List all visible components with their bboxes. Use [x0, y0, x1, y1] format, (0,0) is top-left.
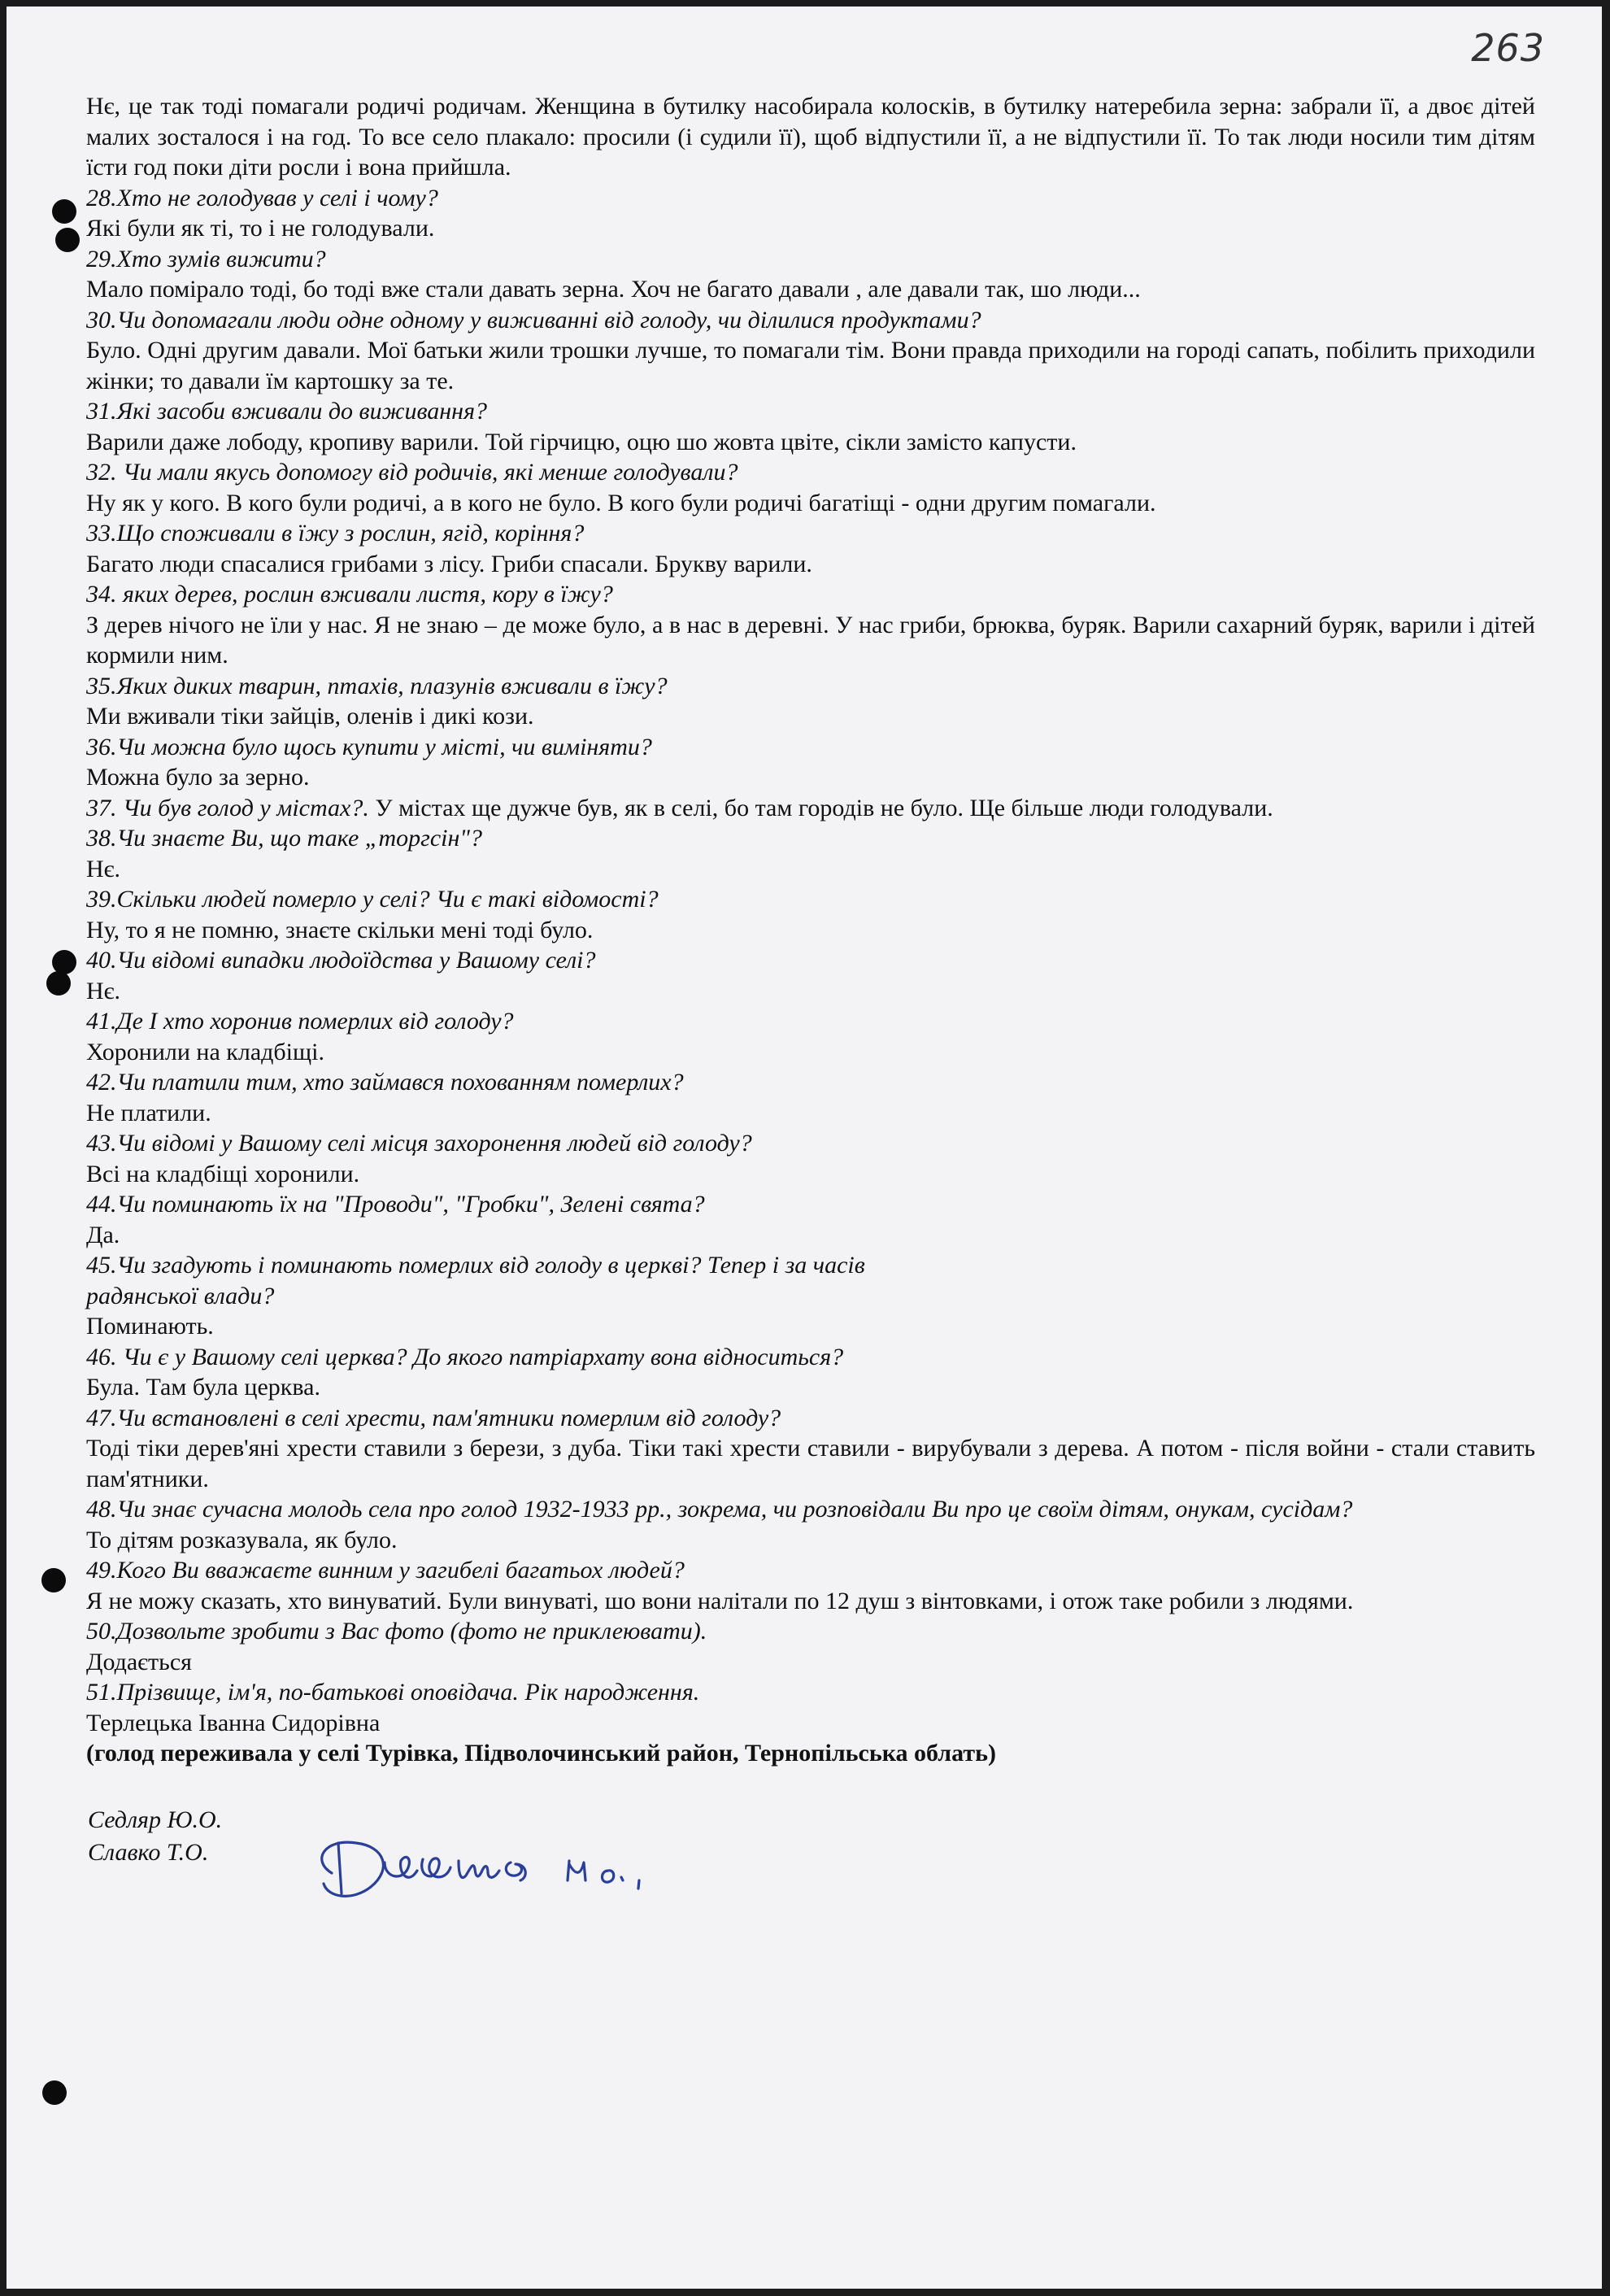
- question: 44.Чи поминають їх на "Проводи", "Гробки", Зелені свята?: [86, 1191, 705, 1218]
- punch-hole: [52, 199, 76, 224]
- answer: Ну, то я не помню, знаєте скільки мені тоді було.: [86, 916, 594, 943]
- question: 46. Чи є у Вашому селі церква? До якого патріархату вона відноситься?: [86, 1343, 844, 1370]
- question: 50.Дозвольте зробити з Вас фото (фото не приклеювати).: [86, 1618, 707, 1645]
- question: 49.Кого Ви вважаєте винним у загибелі багатьох людей?: [86, 1557, 685, 1584]
- question: 33.Що споживали в їжу з рослин, ягід, коріння?: [86, 520, 585, 547]
- answer: Да.: [86, 1221, 120, 1248]
- answer: Не платили.: [86, 1099, 211, 1126]
- question: 35.Яких диких тварин, птахів, плазунів вживали в їжу?: [86, 672, 668, 699]
- question: 36.Чи можна було щось купити у місті, чи виміняти?: [86, 733, 652, 760]
- question: 51.Прізвище, ім'я, по-батькові оповідача. Рік народження.: [86, 1679, 700, 1706]
- question-answer-inline: [86, 793, 1535, 824]
- punch-hole: [46, 971, 71, 996]
- question: 42.Чи платили тим, хто займався похованням померлих?: [86, 1069, 684, 1096]
- answer: Ну як у кого. В кого були родичі, а в кого не було. В кого були родичі багатіщі - одни другим помагали.: [86, 489, 1156, 516]
- interviewer-name: Славко Т.О.: [88, 1839, 209, 1866]
- answer: З дерев нічого не їли у нас. Я не знаю – де може було, а в нас в деревні. У нас гриби, брюква, буряк. Варили сахарний буряк, варили і дітей кормили ним.: [86, 611, 1535, 669]
- answer: Поминають.: [86, 1313, 214, 1340]
- answer: Які були як ті, то і не голодували.: [86, 215, 435, 242]
- question: 48.Чи знає сучасна молодь села про голод 1932-1933 рр., зокрема, чи розповідали Ви про це своїм дітям, онукам, сусідам?: [86, 1496, 1353, 1523]
- question: 28.Хто не голодував у селі і чому?: [86, 184, 438, 211]
- punch-hole: [55, 228, 80, 252]
- answer: Можна було за зерно.: [86, 764, 310, 791]
- punch-hole: [42, 2080, 67, 2105]
- question: 43.Чи відомі у Вашому селі місця захоронення людей від голоду?: [86, 1130, 752, 1157]
- answer: Була. Там була церква.: [86, 1374, 320, 1401]
- question: 30.Чи допомагали люди одне одному у виживанні від голоду, чи ділилися продуктами?: [86, 306, 981, 333]
- narrator-note: (голод переживала у селі Турівка, Підволочинський район, Тернопільська облать): [86, 1740, 996, 1767]
- interview-body: [86, 91, 1535, 1769]
- answer: Варили даже лободу, кропиву варили. Той гірчицю, оцю шо жовта цвіте, сікли замісто капусти.: [86, 428, 1077, 455]
- question: 47.Чи встановлені в селі хрести, пам'ятники померлим від голоду?: [86, 1404, 781, 1431]
- question: 38.Чи знаєте Ви, що таке „торгсін"?: [86, 825, 482, 852]
- answer: Хоронили на кладбіщі.: [86, 1038, 324, 1065]
- intro-paragraph: Нє, це так тоді помагали родичі родичам. Женщина в бутилку насобирала колосків, в бутилку натеребила зерна: забрали її, а двоє дітей малих зосталося і на год. То все село плакало: просили (і судили її), щоб відпустили її, а не відпустили її. То так люди носили тим дітям їсти год поки діти росли і вона прийшла.: [86, 93, 1535, 181]
- answer: Всі на кладбіщі хоронили.: [86, 1160, 360, 1187]
- answer: Я не можу сказать, хто винуватий. Були винуваті, шо вони налітали по 12 душ з вінтовками, і отож таке робили з людями.: [86, 1587, 1354, 1614]
- answer: То дітям розказувала, як було.: [86, 1526, 398, 1553]
- answer: У містах ще дужче був, як в селі, бо там городів не було. Ще більше люди голодували.: [375, 794, 1273, 821]
- answer: Ми вживали тіки зайців, оленів і дикі кози.: [86, 703, 534, 730]
- answer: Мало помірало тоді, бо тоді вже стали давать зерна. Хоч не багато давали , але давали так, шо люди...: [86, 276, 1141, 303]
- question: 37. Чи був голод у містах?.: [86, 794, 369, 821]
- handwritten-signature: [307, 1828, 730, 1922]
- question: 32. Чи мали якусь допомогу від родичів, які менше голодували?: [86, 459, 738, 486]
- answer: Тоді тіки дерев'яні хрести ставили з берези, з дуба. Тіки такі хрести ставили - вирубували з дерева. А потом - після войни - стали ставить пам'ятники.: [86, 1435, 1535, 1492]
- page-number: 263: [1471, 26, 1545, 70]
- question: 34. яких дерев, рослин вживали листя, кору в їжу?: [86, 581, 613, 608]
- interviewers-block: [88, 1804, 222, 1869]
- question: 41.Де І хто хоронив померлих від голоду?: [86, 1008, 514, 1035]
- narrator-name: Терлецька Іванна Сидорівна: [86, 1709, 381, 1736]
- document-page: [7, 7, 1602, 2289]
- answer: Нє.: [86, 977, 121, 1004]
- answer: Було. Одні другим давали. Мої батьки жили трошки лучше, то помагали тім. Вони правда приходили на городі сапать, побілить приходили жінки; то давали їм картошку за те.: [86, 337, 1535, 394]
- punch-hole: [41, 1568, 66, 1592]
- question: 45.Чи згадують і поминають померлих від голоду в церкві? Тепер і за часів радянської влади?: [86, 1252, 865, 1309]
- answer: Багато люди спасалися грибами з лісу. Гриби спасали. Брукву варили.: [86, 550, 812, 577]
- question: 39.Скільки людей померло у селі? Чи є такі відомості?: [86, 886, 659, 913]
- answer: Нє.: [86, 855, 121, 882]
- interviewer-name: Седляр Ю.О.: [88, 1806, 223, 1833]
- question: 40.Чи відомі випадки людоїдства у Вашому селі?: [86, 947, 596, 974]
- question: 31.Які засоби вживали до виживання?: [86, 398, 488, 425]
- answer: Додається: [86, 1648, 192, 1675]
- question: 29.Хто зумів вижити?: [86, 245, 326, 272]
